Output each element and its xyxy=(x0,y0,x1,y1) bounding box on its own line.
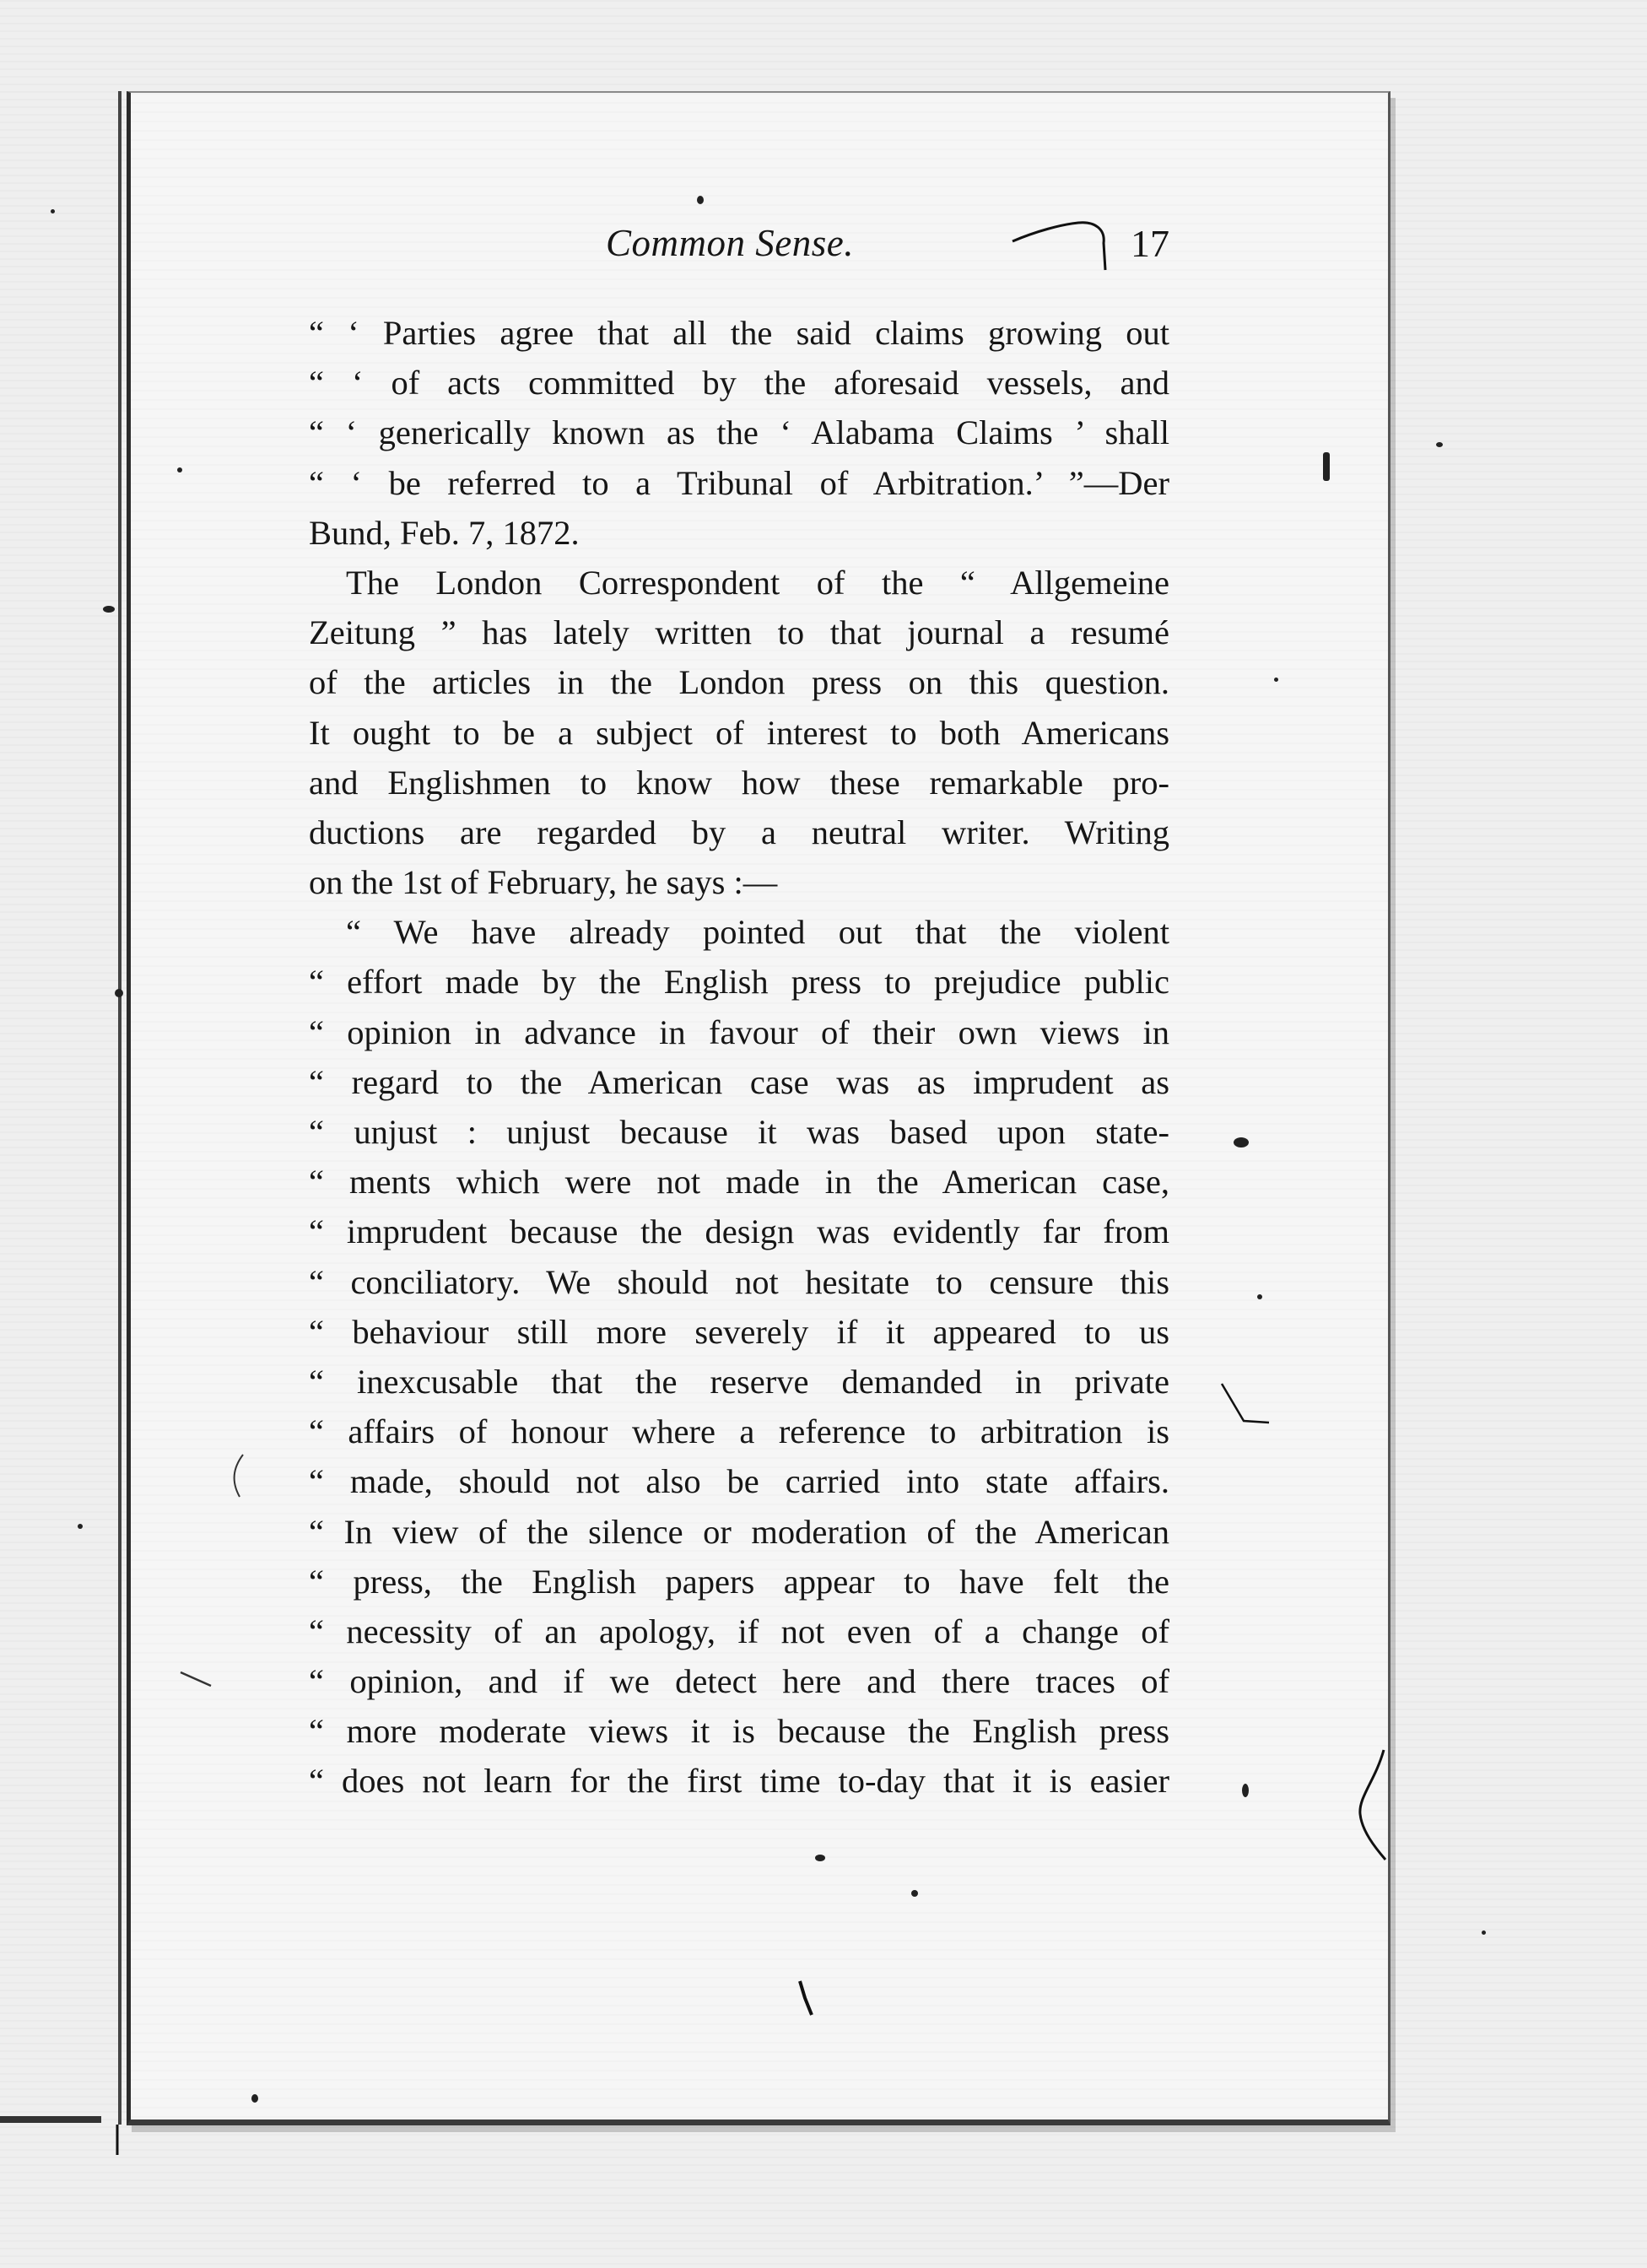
running-title: Common Sense. xyxy=(606,222,854,264)
text-line: “ more moderate views it is because the English press xyxy=(309,1712,1169,1751)
text-line: “ ‘ of acts committed by the aforesaid vessels, and xyxy=(309,364,1169,402)
pencil-mark xyxy=(113,2123,122,2157)
scan-speck xyxy=(103,606,115,613)
scan-speck xyxy=(1274,678,1278,682)
text-line: “ inexcusable that the reserve demanded in private xyxy=(309,1362,1169,1401)
scan-speck xyxy=(51,209,55,213)
page-number: 17 xyxy=(1131,222,1169,265)
text-line: “ necessity of an apology, if not even of a change of xyxy=(309,1612,1169,1650)
pen-mark xyxy=(1011,218,1129,277)
pencil-mark xyxy=(177,1667,219,1693)
scan-speck xyxy=(1482,1930,1486,1935)
text-line: “ We have already pointed out that the violent xyxy=(346,913,1169,952)
text-line: of the articles in the London press on this question. xyxy=(309,663,1169,702)
text-line: “ ‘ Parties agree that all the said claims growing out xyxy=(309,314,1169,352)
text-line: Bund, Feb. 7, 1872. xyxy=(309,513,580,552)
text-line: “ made, should not also be carried into state affairs. xyxy=(309,1462,1169,1501)
scan-speck xyxy=(1323,452,1330,481)
page-header xyxy=(304,221,1169,280)
text-line: “ ments which were not made in the American case, xyxy=(309,1163,1169,1202)
pencil-mark xyxy=(1350,1747,1401,1865)
text-line: “ effort made by the English press to prejudice public xyxy=(309,963,1169,1002)
scan-speck xyxy=(697,196,704,204)
scan-speck xyxy=(1436,442,1443,447)
scan-speck xyxy=(1242,1784,1249,1797)
text-line: “ regard to the American case was as imprudent as xyxy=(309,1062,1169,1101)
text-line: “ In view of the silence or moderation of the American xyxy=(309,1512,1169,1551)
scan-speck xyxy=(177,467,182,472)
text-line: ductions are regarded by a neutral writer. Writing xyxy=(309,813,1169,851)
scan-speck xyxy=(815,1855,825,1861)
text-line: “ behaviour still more severely if it appeared to us xyxy=(309,1312,1169,1351)
text-line: and Englishmen to know how these remarkable pro- xyxy=(309,763,1169,802)
body-text xyxy=(309,308,1169,1806)
text-line: Zeitung ” has lately written to that journal a resumé xyxy=(309,613,1169,652)
page-edge-shadow xyxy=(118,91,122,2125)
scan-speck xyxy=(251,2094,258,2103)
text-line: “ affairs of honour where a reference to arbitration is xyxy=(309,1412,1169,1451)
text-line: “ imprudent because the design was evidently far from xyxy=(309,1212,1169,1251)
scan-speck xyxy=(115,989,123,997)
text-line: “ does not learn for the first time to-day that it is easier xyxy=(309,1762,1169,1801)
scan-speck xyxy=(78,1524,83,1529)
pencil-mark xyxy=(1215,1379,1274,1438)
scan-speck xyxy=(911,1890,918,1897)
text-line: It ought to be a subject of interest to both Americans xyxy=(309,713,1169,752)
pencil-mark xyxy=(224,1451,250,1502)
scan-speck xyxy=(1234,1137,1249,1148)
text-line: “ ‘ be referred to a Tribunal of Arbitration.’ ”—Der xyxy=(309,463,1169,502)
scan-speck xyxy=(1257,1294,1262,1299)
pencil-mark xyxy=(793,1978,818,2020)
text-line: The London Correspondent of the “ Allgemeine xyxy=(346,563,1169,602)
text-line: “ opinion, and if we detect here and there traces of xyxy=(309,1662,1169,1701)
text-line: “ ‘ generically known as the ‘ Alabama Claims ’ shall xyxy=(309,413,1169,452)
text-line: “ opinion in advance in favour of their own views in xyxy=(309,1012,1169,1051)
page-edge-bottom-shadow xyxy=(0,2116,101,2123)
text-line: “ press, the English papers appear to have felt the xyxy=(309,1562,1169,1601)
text-line: on the 1st of February, he says :— xyxy=(309,863,778,902)
text-line: “ unjust : unjust because it was based upon state- xyxy=(309,1113,1169,1151)
text-line: “ conciliatory. We should not hesitate to censure this xyxy=(309,1262,1169,1301)
